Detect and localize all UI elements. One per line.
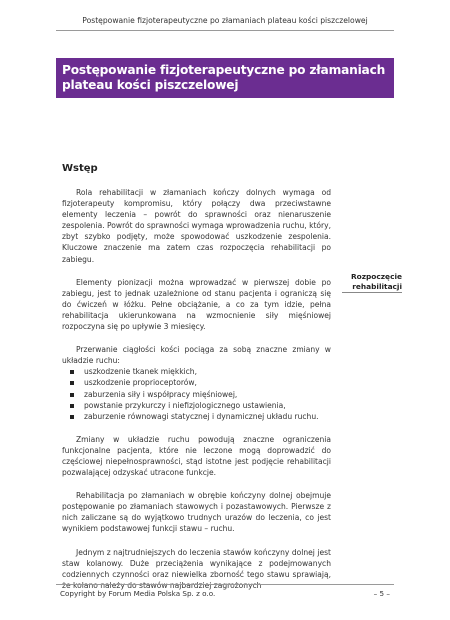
body-text [62, 187, 331, 603]
margin-note-rule [342, 292, 402, 293]
bullet-text: uszkodzenie tkanek miękkich, [84, 367, 197, 377]
bullet-list [62, 366, 331, 421]
bullet-item [70, 366, 331, 377]
square-bullet-icon [70, 381, 74, 385]
bullet-text: zaburzenie równowagi statycznej i dynamicznej układu ruchu. [84, 411, 319, 421]
running-header: Postępowanie fizjoterapeutyczne po złamaniach plateau kości piszczelowej [56, 14, 394, 31]
bullet-item [70, 411, 331, 422]
bullet-text: powstanie przykurczy i niefizjologicznego ustawienia, [84, 400, 286, 410]
chapter-title-line-1: Postępowanie fizjoterapeutyczne po złamaniach [62, 63, 386, 77]
paragraph: Przerwanie ciągłości kości pociąga za sobą znaczne zmiany w układzie ruchu: [62, 345, 331, 366]
page-number: – 5 – [373, 589, 390, 598]
bullet-item [70, 389, 331, 400]
bullet-item [70, 377, 331, 388]
chapter-title-box [56, 58, 394, 98]
paragraph: Zmiany w układzie ruchu powodują znaczne ograniczenia funkcjonalne pacjenta, które nie leczone mogą doprowadzić do częściowej niepełnosprawności, stąd istotne jest podjęcie rehabilitacji pozwalającej odzyskać utracone funkcje. [62, 434, 331, 478]
footer-copyright: Copyright by Forum Media Polska Sp. z o.o. [60, 589, 216, 598]
bullet-text: uszkodzenie proprioceptorów, [84, 378, 197, 388]
margin-note [351, 272, 402, 292]
bullet-text: zaburzenia siły i współpracy mięśniowej, [84, 389, 238, 399]
bullet-item [70, 400, 331, 411]
paragraph: Elementy pionizacji można wprowadzać w pierwszej dobie po zabiegu, jest to jednak uzależnione od stanu pacjenta i ograniczą się do ćwiczeń w łóżku. Pełne obciążanie, a co za tym idzie, pełna rehabilitacja ukierunkowana na wzmocnienie siły mięśniowej rozpoczyna się po upływie 3 miesięcy. [62, 277, 331, 332]
paragraph: Rehabilitacja po złamaniach w obrębie kończyny dolnej obejmuje postępowanie po złamaniach stawowych i pozastawowych. Pierwsze z nich zaliczane są do wyjątkowo trudnych urazów do leczenia, co jest wynikiem podstawowej funkcji stawu – ruchu. [62, 491, 331, 534]
margin-note-line-2: rehabilitacji [352, 282, 402, 291]
paragraph: Jednym z najtrudniejszych do leczenia stawów kończyny dolnej jest staw kolanowy. Duże przeciążenia wynikające z podejmowanych codziennych czynności oraz niewielka zborność tego stawu sprawiają, że kolano należy do stawów najbardziej zagrożonych [62, 547, 331, 590]
square-bullet-icon [70, 370, 74, 374]
margin-note-line-1: Rozpoczęcie [350, 272, 402, 281]
paragraph: Rola rehabilitacji w złamaniach kończy dolnych wymaga od fizjoterapeuty kompromisu, który połączy dwa przeciwstawne elementy leczenia – powrót do sprawności oraz nienaruszenie zespolenia. Powrót do sprawności wymaga wprowadzenia ruchu, który, zbyt szybko podjęty, może spowodować uszkodzenie zespolenia. Kluczowe znaczenie ma zatem czas rozpoczęcia rehabilitacji po zabiegu. [62, 188, 331, 264]
square-bullet-icon [70, 415, 74, 419]
square-bullet-icon [70, 404, 74, 408]
square-bullet-icon [70, 393, 74, 397]
section-heading: Wstęp [62, 163, 98, 174]
footer-rule [56, 584, 394, 585]
chapter-title-line-2: plateau kości piszczelowej [62, 78, 239, 92]
